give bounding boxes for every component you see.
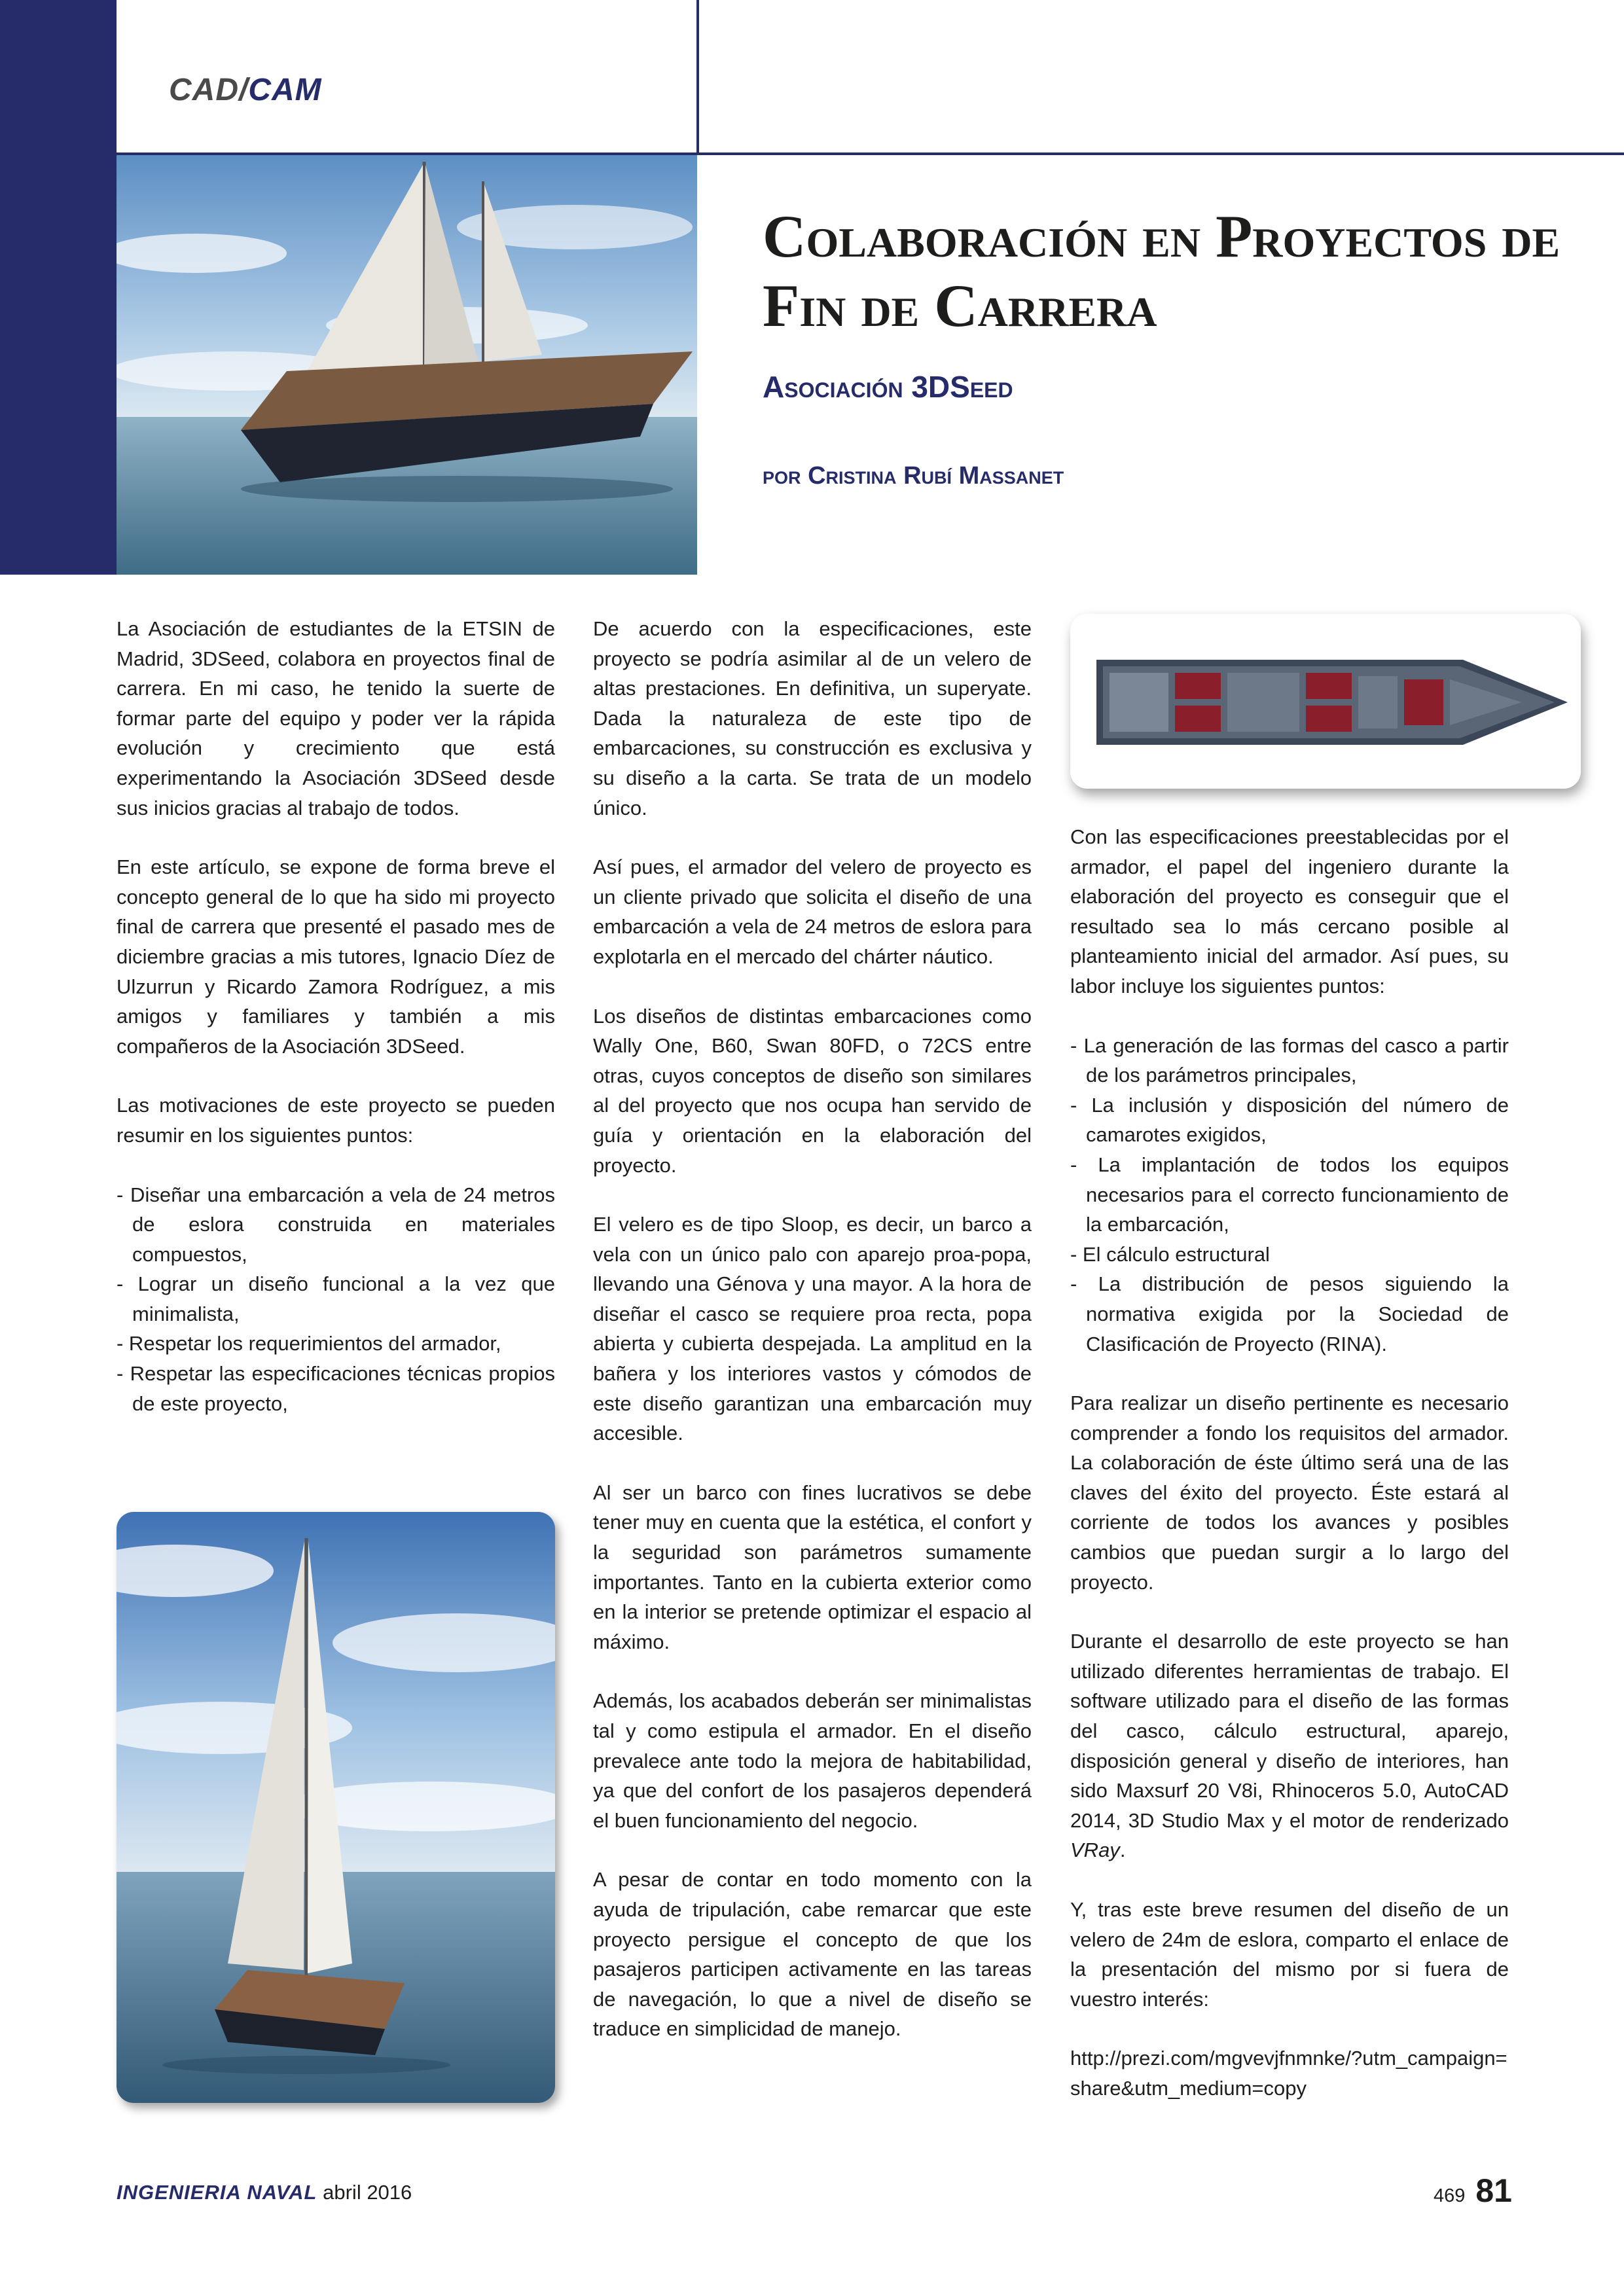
paragraph: En este artículo, se expone de forma breve el concepto general de lo que ha sido mi proyecto final de carrera que presenté el pasado mes de diciembre gracias a mis tutores, Ignacio Díez de Ulzurrun y Ricardo Zamora Rodríguez, a mis amigos y familiares y también a mis compañeros de la Asociación 3DSeed. xyxy=(117,855,555,1058)
list-item: - La inclusión y disposición del número de camarotes exigidos, xyxy=(1070,1093,1509,1147)
footer-page-numbers xyxy=(1427,2172,1512,2210)
section-label xyxy=(169,72,322,108)
paragraph: Los diseños de distintas embarcaciones como Wally One, B60, Swan 80FD, o 72CS entre otras, cuyos conceptos de diseño son similares al del proyecto que nos ocupa han servido de guía y orientación en la elaboración del proyecto. xyxy=(593,1004,1032,1177)
paragraph: A pesar de contar en todo momento con la ayuda de tripulación, cabe remarcar que este proyecto persigue el concepto de que los pasajeros participen activamente en las tareas de navegación, lo que a nivel de diseño se traduce en simplicidad de manejo. xyxy=(593,1868,1032,2041)
paragraph: Y, tras este breve resumen del diseño de un velero de 24m de eslora, comparto el enlace de la presentación del mismo por si fuera de vuestro interés: xyxy=(1070,1898,1509,2011)
paragraph: La Asociación de estudiantes de la ETSIN de Madrid, 3DSeed, colabora en proyectos final de carrera. En mi caso, he tenido la suerte de formar parte del equipo y poder ver la rápida evolución y crecimiento que está experimentando la Asociación 3DSeed desde sus inicios gracias al trabajo de todos. xyxy=(117,617,555,819)
left-color-band xyxy=(0,0,117,575)
list-item: - El cálculo estructural xyxy=(1070,1242,1270,1266)
header-divider xyxy=(696,0,699,155)
engineer-tasks-list xyxy=(1070,1031,1509,1359)
paragraph: Además, los acabados deberán ser minimalistas tal y como estipula el armador. En el diseño prevalece ante todo la mejora de habitabilidad, ya que del confort de los pasajeros dependerá el buen funcionamiento del negocio. xyxy=(593,1689,1032,1832)
list-item: - Respetar los requerimientos del armador, xyxy=(117,1332,501,1355)
footer-magazine xyxy=(117,2181,412,2204)
magazine-name: INGENIERIA NAVAL xyxy=(117,2181,317,2204)
presentation-link[interactable]: http://prezi.com/mgvevjfnmnke/?utm_campaign=share&utm_medium=copy xyxy=(1070,2047,1507,2100)
article-subtitle: Asociación 3DSeed xyxy=(763,370,1013,404)
sailboat-render-image xyxy=(117,1512,555,2103)
list-item: - La implantación de todos los equipos necesarios para el correcto funcionamiento de la embarcación, xyxy=(1070,1153,1509,1236)
paragraph: Con las especificaciones preestablecidas por el armador, el papel del ingeniero durante la elaboración del proyecto es conseguir que el resultado sea lo más cercano posible al planteamiento inicial del armador. Así pues, su labor incluye los siguientes puntos: xyxy=(1070,825,1509,997)
motivations-list xyxy=(117,1180,555,1419)
paragraph: De acuerdo con la especificaciones, este proyecto se podría asimilar al de un velero de altas prestaciones. En definitiva, un superyate. Dada la naturaleza de este tipo de embarcaciones, su construcción es exclusiva y su diseño a la carta. Se trata de un modelo único. xyxy=(593,617,1032,819)
list-item: - La generación de las formas del casco a partir de los parámetros principales, xyxy=(1070,1033,1509,1087)
list-item: - Respetar las especificaciones técnicas propios de este proyecto, xyxy=(117,1362,555,1415)
section-label-prefix: CAD/ xyxy=(169,73,249,107)
text-column-1 xyxy=(117,614,555,1448)
section-label-suffix: CAM xyxy=(248,73,322,107)
paragraph: El velero es de tipo Sloop, es decir, un barco a vela con un único palo con aparejo proa-popa, llevando una Génova y una mayor. A la hora de diseñar el casco se requiere proa recta, popa abierta y cubierta despejada. La amplitud en la bañera y los interiores vastos y cómodos de este diseño garantizan una embarcación muy accesible. xyxy=(593,1213,1032,1445)
software-name: VRay xyxy=(1070,1839,1120,1862)
paragraph: Las motivaciones de este proyecto se pueden resumir en los siguientes puntos: xyxy=(117,1094,555,1147)
title-block xyxy=(763,202,1581,490)
page-total: 469 xyxy=(1433,2185,1466,2206)
paragraph: Así pues, el armador del velero de proyecto es un cliente privado que solicita el diseño de una embarcación a vela de 24 metros de eslora para explotarla en el mercado del chárter náutico. xyxy=(593,855,1032,968)
article-title: Colaboración en Proyectos de Fin de Carrera xyxy=(763,203,1561,339)
paragraph: Al ser un barco con fines lucrativos se debe tener muy en cuenta que la estética, el confort y la seguridad son parámetros sumamente importantes. Tanto en la cubierta exterior como en la interior se pretende optimizar el espacio al máximo. xyxy=(593,1480,1032,1653)
text-column-2 xyxy=(593,614,1032,2044)
paragraph: Para realizar un diseño pertinente es necesario comprender a fondo los requisitos del armador. La colaboración de éste último será una de las claves del éxito del proyecto. Éste estará al corriente de todos los avances y posibles cambios que puedan surgir a lo largo del proyecto. xyxy=(1070,1391,1509,1594)
paragraph-text: Durante el desarrollo de este proyecto se han utilizado diferentes herramientas de trabajo. El software utilizado para el diseño de las formas del casco, cálculo estructural, aparejo, disposición general y diseño de interiores, han sido Maxsurf 20 V8i, Rhinoceros 5.0, AutoCAD 2014, 3D Studio Max y el motor de renderizado xyxy=(1070,1630,1509,1832)
article-byline: por Cristina Rubí Massanet xyxy=(763,462,1064,490)
list-item: - Diseñar una embarcación a vela de 24 metros de eslora construida en materiales compuestos, xyxy=(117,1183,555,1266)
paragraph-text: . xyxy=(1119,1839,1126,1862)
page-number: 81 xyxy=(1475,2172,1512,2209)
list-item: - La distribución de pesos siguiendo la normativa exigida por la Sociedad de Clasificación de Proyecto (RINA). xyxy=(1070,1272,1509,1355)
issue-date: abril 2016 xyxy=(323,2181,412,2204)
deck-plan-image xyxy=(1070,614,1581,789)
text-column-3 xyxy=(1070,822,1509,2104)
list-item: - Lograr un diseño funcional a la vez que minimalista, xyxy=(117,1272,555,1325)
paragraph xyxy=(1070,1626,1509,1865)
hero-sailboat-image xyxy=(117,155,697,575)
